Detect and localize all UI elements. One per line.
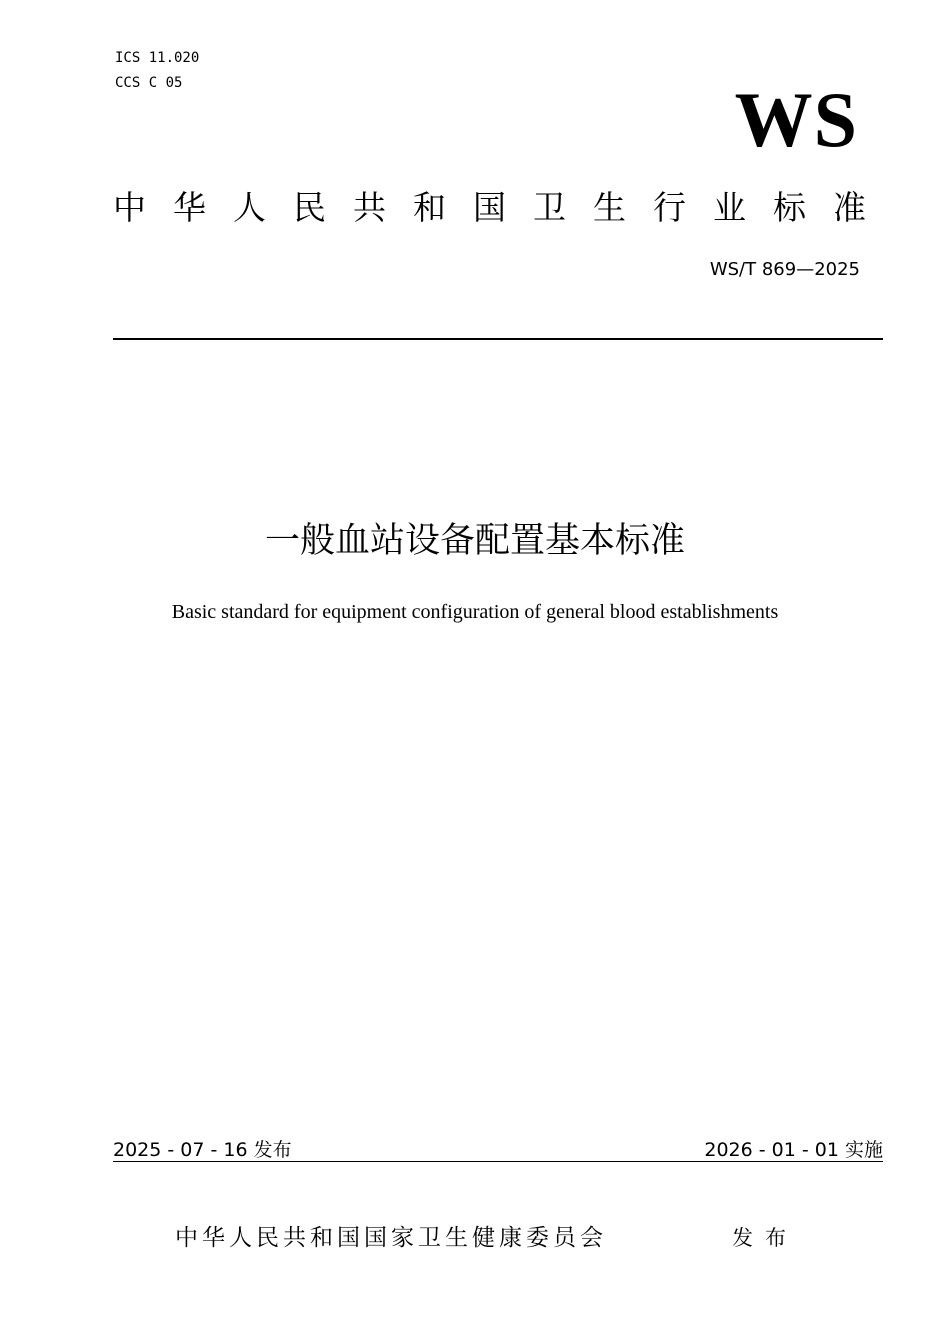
implementation-date: 2026 - 01 - 01 实施 xyxy=(704,1139,883,1161)
standard-category: 中华人民共和国卫生行业标准 xyxy=(113,188,893,227)
issue-date: 2025 - 07 - 16 发布 xyxy=(113,1139,292,1161)
standard-number: WS/T 869—2025 xyxy=(709,259,860,280)
document-title-english: Basic standard for equipment configuration of general blood establishments xyxy=(171,601,779,623)
ics-code: ICS 11.020 xyxy=(115,50,200,66)
document-title-chinese: 一般血站设备配置基本标准 xyxy=(264,521,685,561)
publish-label: 发布 xyxy=(732,1226,798,1250)
ws-logo: WS xyxy=(734,76,858,163)
publisher-name: 中华人民共和国国家卫生健康委员会 xyxy=(175,1225,607,1251)
ccs-code: CCS C 05 xyxy=(115,75,183,91)
footer-divider xyxy=(113,1161,883,1162)
header-divider xyxy=(113,338,883,340)
